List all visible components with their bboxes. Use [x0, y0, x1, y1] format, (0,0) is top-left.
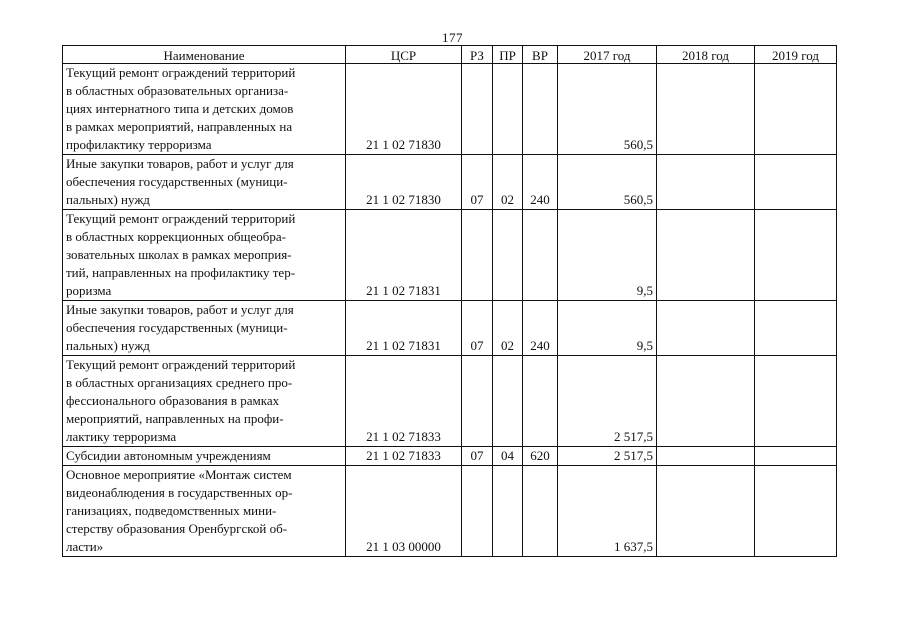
row-pr-cell: [493, 64, 523, 155]
row-2019-cell: [755, 155, 837, 210]
row-csr-cell: 21 1 02 71830: [346, 64, 462, 155]
row-name-text: Текущий ремонт ограждений территорий в областных образовательных организа- циях интернатного типа и детских домов в рамках мероприятий, направленных на профилактику терроризма: [66, 65, 296, 152]
table-row: [63, 466, 837, 557]
row-name-text: Основное мероприятие «Монтаж систем видеонаблюдения в государственных ор- ганизациях, подведомственных мини- стерству образования Оренбургской об- ласти»: [66, 467, 293, 554]
row-vr-cell: [523, 356, 558, 447]
budget-table: [62, 45, 837, 557]
row-rz-cell: 07: [462, 301, 493, 356]
header-2019: 2019 год: [755, 46, 837, 64]
row-2017-cell: 560,5: [558, 64, 657, 155]
row-2018-cell: [657, 64, 755, 155]
row-2018-cell: [657, 155, 755, 210]
row-name-text: Субсидии автономным учреждениям: [66, 448, 271, 463]
row-2019-cell: [755, 447, 837, 466]
row-name-cell: [63, 447, 346, 466]
header-name: Наименование: [63, 46, 346, 64]
row-rz-cell: [462, 356, 493, 447]
row-name-cell: [63, 301, 346, 356]
row-rz-cell: 07: [462, 447, 493, 466]
row-2019-cell: [755, 210, 837, 301]
header-2017: 2017 год: [558, 46, 657, 64]
header-2018: 2018 год: [657, 46, 755, 64]
row-2019-cell: [755, 301, 837, 356]
row-2018-cell: [657, 356, 755, 447]
row-vr-cell: 240: [523, 301, 558, 356]
page-number: 177: [442, 30, 463, 45]
table-header-row: [63, 46, 837, 64]
row-pr-cell: [493, 356, 523, 447]
row-vr-cell: [523, 466, 558, 557]
table-row: [63, 447, 837, 466]
row-name-cell: [63, 64, 346, 155]
row-2017-cell: 9,5: [558, 301, 657, 356]
header-csr: ЦСР: [346, 46, 462, 64]
row-name-cell: [63, 466, 346, 557]
row-name-text: Текущий ремонт ограждений территорий в областных организациях среднего про- фессионального образования в рамках мероприятий, направленных на профи- лактику терроризма: [66, 357, 296, 444]
row-rz-cell: [462, 64, 493, 155]
row-vr-cell: [523, 64, 558, 155]
row-pr-cell: [493, 210, 523, 301]
table-body: [63, 64, 837, 557]
row-2018-cell: [657, 447, 755, 466]
row-2018-cell: [657, 301, 755, 356]
table-row: [63, 301, 837, 356]
row-2017-cell: 1 637,5: [558, 466, 657, 557]
row-csr-cell: 21 1 02 71831: [346, 301, 462, 356]
row-2017-cell: 2 517,5: [558, 356, 657, 447]
row-csr-cell: 21 1 02 71833: [346, 447, 462, 466]
table-row: [63, 210, 837, 301]
header-pr: ПР: [493, 46, 523, 64]
row-name-text: Иные закупки товаров, работ и услуг для обеспечения государственных (муници- пальных) нужд: [66, 302, 294, 353]
row-name-text: Текущий ремонт ограждений территорий в областных коррекционных общеобра- зовательных школах в рамках мероприя- тий, направленных на профилактику тер- роризма: [66, 211, 296, 298]
row-2017-cell: 9,5: [558, 210, 657, 301]
row-2018-cell: [657, 210, 755, 301]
row-name-cell: [63, 210, 346, 301]
table-row: [63, 64, 837, 155]
row-rz-cell: 07: [462, 155, 493, 210]
row-csr-cell: 21 1 03 00000: [346, 466, 462, 557]
table-row: [63, 356, 837, 447]
row-pr-cell: [493, 466, 523, 557]
header-rz: РЗ: [462, 46, 493, 64]
row-rz-cell: [462, 466, 493, 557]
row-vr-cell: 620: [523, 447, 558, 466]
row-pr-cell: 02: [493, 301, 523, 356]
row-csr-cell: 21 1 02 71833: [346, 356, 462, 447]
row-name-cell: [63, 356, 346, 447]
row-vr-cell: [523, 210, 558, 301]
row-name-cell: [63, 155, 346, 210]
row-2019-cell: [755, 466, 837, 557]
row-rz-cell: [462, 210, 493, 301]
row-name-text: Иные закупки товаров, работ и услуг для обеспечения государственных (муници- пальных) нужд: [66, 156, 294, 207]
row-2017-cell: 560,5: [558, 155, 657, 210]
row-pr-cell: 02: [493, 155, 523, 210]
row-2018-cell: [657, 466, 755, 557]
row-vr-cell: 240: [523, 155, 558, 210]
row-pr-cell: 04: [493, 447, 523, 466]
row-2017-cell: 2 517,5: [558, 447, 657, 466]
row-csr-cell: 21 1 02 71831: [346, 210, 462, 301]
table-row: [63, 155, 837, 210]
row-csr-cell: 21 1 02 71830: [346, 155, 462, 210]
row-2019-cell: [755, 64, 837, 155]
header-vr: ВР: [523, 46, 558, 64]
row-2019-cell: [755, 356, 837, 447]
